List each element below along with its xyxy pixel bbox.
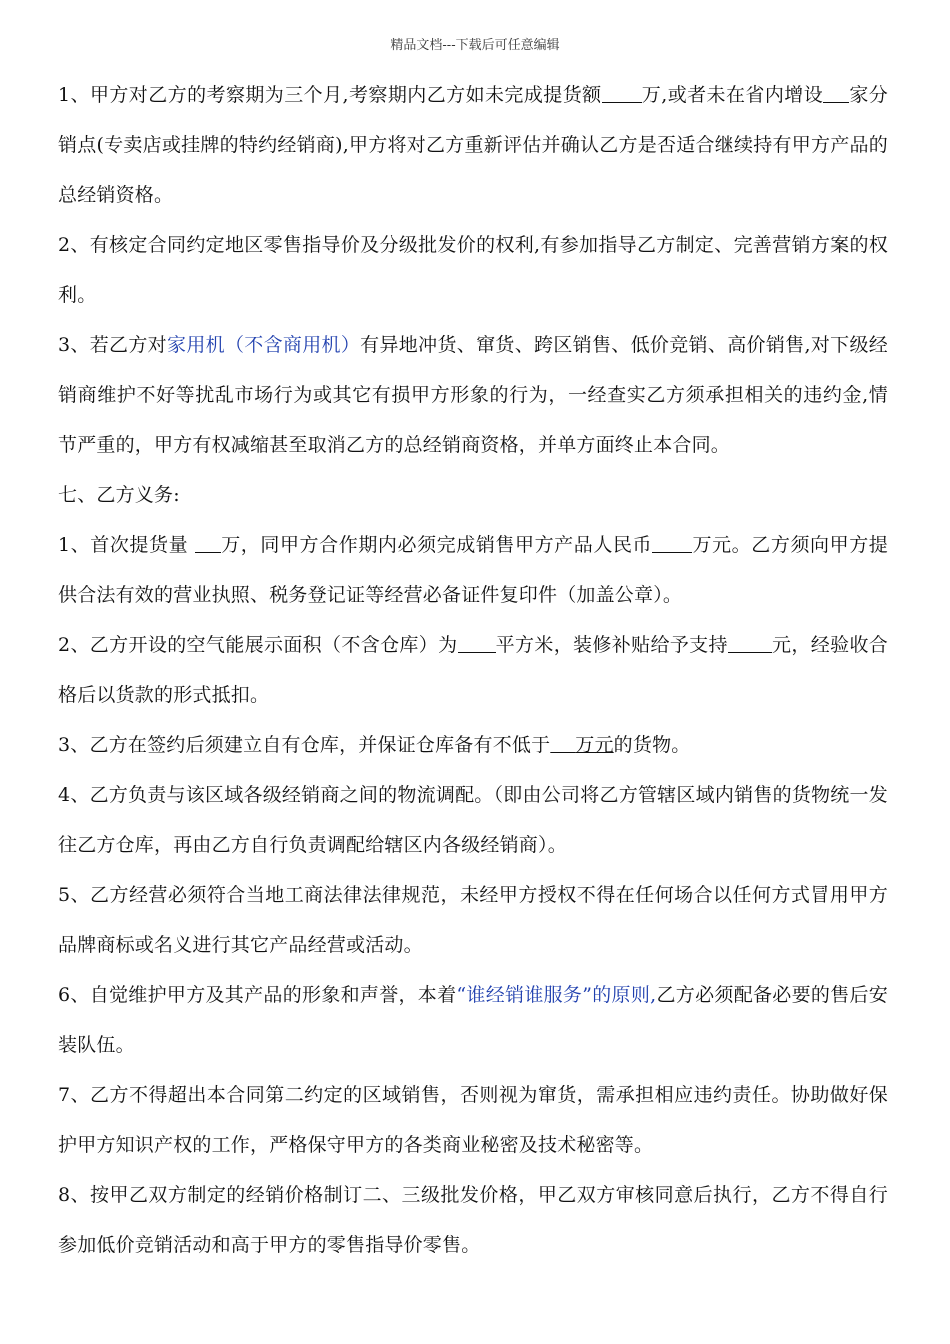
p3-text-b: 有异地冲货、窜货、跨区销售、低价竞销、高价销售,对下级经销商维护不好等扰乱市场行为或其它有损甲方形象的行为，一经查实乙方须承担相关的违约金,情节严重的，甲方有权减缩甚至取消乙方的总经销商资格，并单方面终止本合同。 [58,334,888,456]
blank-field [602,84,642,103]
p7-text-a: 3、乙方在签约后须建立自有仓库，并保证仓库备有不低于 [58,734,551,756]
blank-field [652,534,692,553]
p1-text-a: 1、甲方对乙方的考察期为三个月,考察期内乙方如未完成提货额 [58,84,602,106]
p3-text-a: 3、若乙方对 [58,334,167,356]
p7-underlined [550,734,613,756]
paragraph-8: 4、乙方负责与该区域各级经销商之间的物流调配。（即由公司将乙方管辖区域内销售的货物统一发往乙方仓库，再由乙方自行负责调配给辖区内各级经销商）。 [58,784,888,856]
p1-text-c: 家分销点(专卖店或挂牌的特约经销商),甲方将对乙方重新评估并确认乙方是否适合继续持有甲方产品的总经销资格。 [58,84,888,206]
paragraph-10 [58,970,888,1070]
page-header: 精品文档---下载后可任意编辑 [390,38,560,53]
paragraph-7 [58,720,888,770]
p5-text-a: 1、首次提货量 [58,534,195,556]
p1-text-b: 万,或者未在省内增设 [641,84,824,106]
blank-field [823,84,849,103]
p7-underlined-text: 万元 [575,734,614,756]
blank-field [195,534,221,553]
p10-highlight: “谁经销谁服务”的原则, [456,984,657,1006]
paragraph-1 [58,70,888,220]
p3-highlight: 家用机（不含商用机） [167,334,361,356]
blank-field [458,634,496,653]
paragraph-3 [58,320,888,470]
p6-text-b: 平方米，装修补贴给予支持 [495,634,728,656]
p5-text-b: 万，同甲方合作期内必须完成销售甲方产品人民币 [220,534,653,556]
paragraph-2: 2、有核定合同约定地区零售指导价及分级批发价的权利,有参加指导乙方制定、完善营销方案的权利。 [58,234,888,306]
p6-text-a: 2、乙方开设的空气能展示面积（不含仓库）为 [58,634,458,656]
p10-text-b: 乙方必须配备必要的售后安装队伍。 [58,984,888,1056]
document-body [58,70,888,1270]
p10-text-a: 6、自觉维护甲方及其产品的形象和声誉，本着 [58,984,457,1006]
paragraph-6 [58,620,888,720]
paragraph-11: 7、乙方不得超出本合同第二约定的区域销售，否则视为窜货，需承担相应违约责任。协助做好保护甲方知识产权的工作，严格保守甲方的各类商业秘密及技术秘密等。 [58,1084,888,1156]
p5-text-c: 万元。乙方须向甲方提供合法有效的营业执照、税务登记证等经营必备证件复印件（加盖公章）。 [58,534,888,606]
section-heading: 七、乙方义务: [58,484,180,506]
paragraph-5 [58,520,888,620]
paragraph-12: 8、按甲乙双方制定的经销价格制订二、三级批发价格，甲乙双方审核同意后执行，乙方不得自行参加低价竞销活动和高于甲方的零售指导价零售。 [58,1184,888,1256]
p6-text-c: 元，经验收合格后以货款的形式抵扣。 [58,634,889,706]
blank-field [728,634,772,653]
p7-text-b: 的货物。 [613,734,691,756]
paragraph-9: 5、乙方经营必须符合当地工商法律法律规范，未经甲方授权不得在任何场合以任何方式冒用甲方品牌商标或名义进行其它产品经营或活动。 [58,884,888,956]
